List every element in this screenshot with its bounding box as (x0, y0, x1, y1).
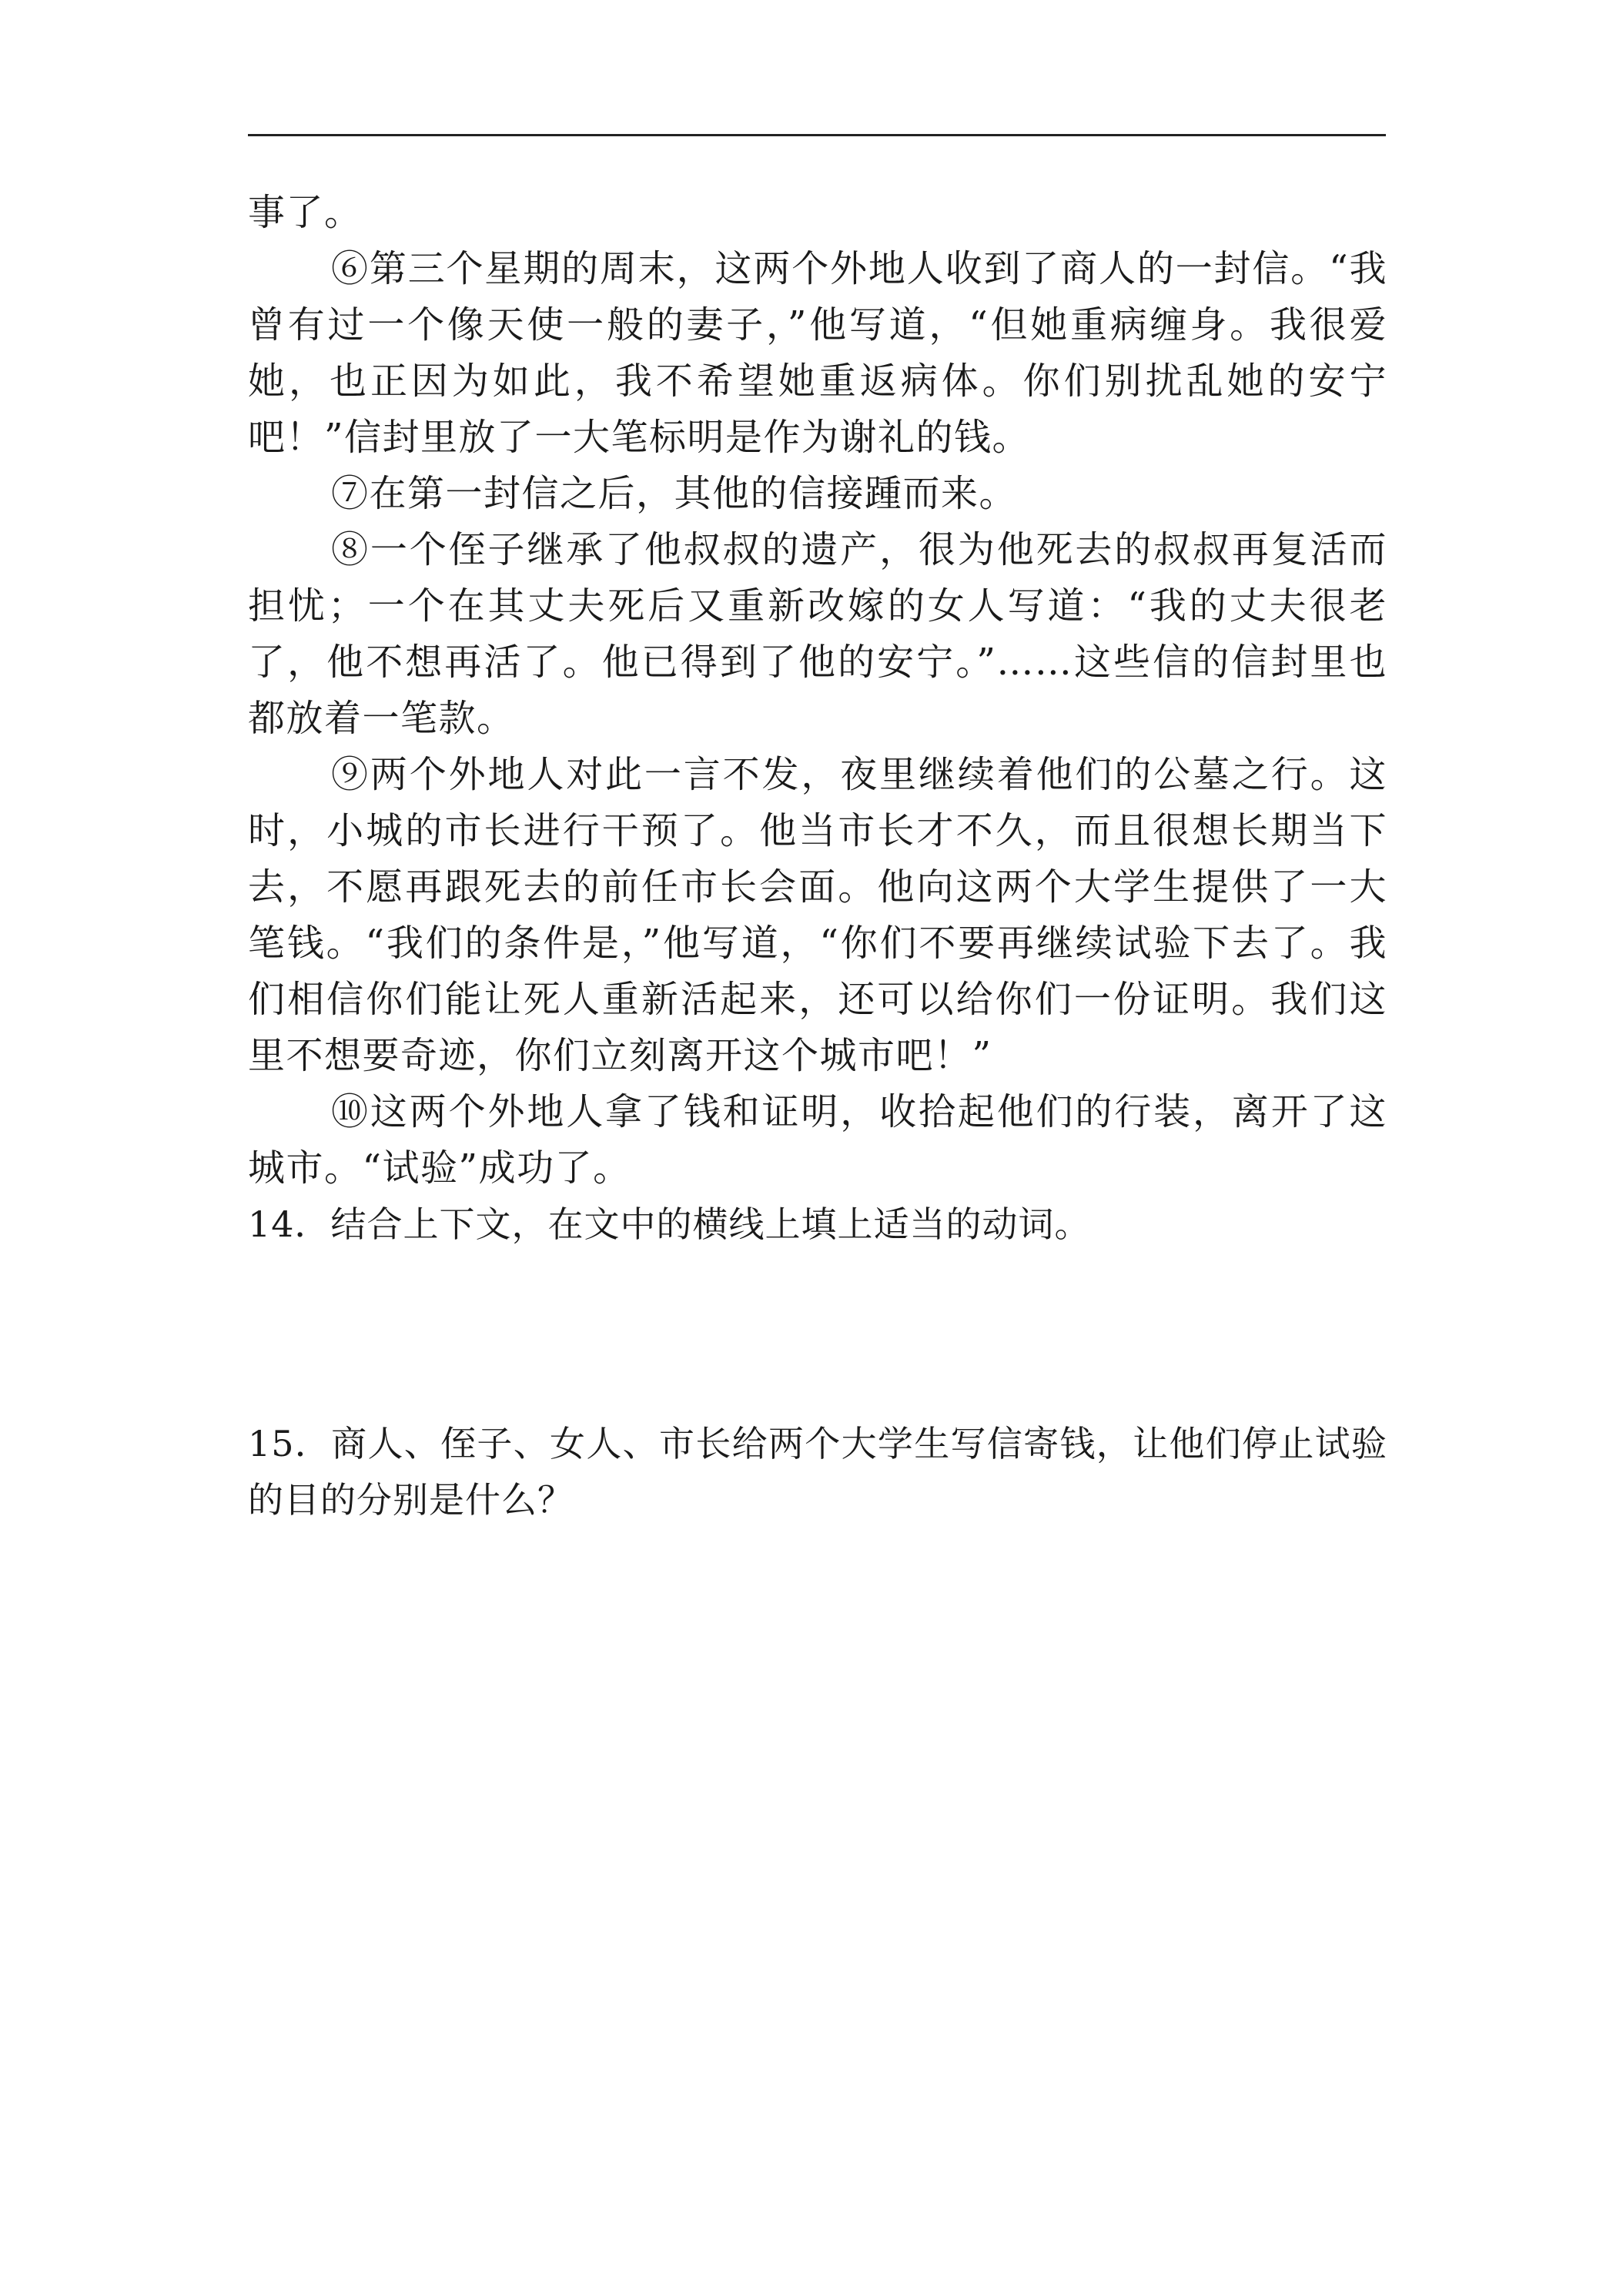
paragraph-7: ⑦在第一封信之后，其他的信接踵而来。 (331, 472, 1018, 515)
paragraph-continuation: 事了。 (248, 191, 363, 234)
paragraph-10: ⑩这两个外地人拿了钱和证明，收拾起他们的行装，离开了这城市。“试验”成功了。 (248, 1090, 1387, 1190)
paragraph-8: ⑧一个侄子继承了他叔叔的遗产，很为他死去的叔叔再复活而担忧；一个在其丈夫死后又重新改嫁的女人写道：“我的丈夫很老了，他不想再活了。他已得到了他的安宁。”……这些信的信封里也都放着一笔款。 (248, 528, 1387, 740)
question-14: 14．结合上下文，在文中的横线上填上适当的动词。 (248, 1203, 1091, 1245)
paragraph-9: ⑨两个外地人对此一言不发，夜里继续着他们的公墓之行。这时，小城的市长进行干预了。他当市长才不久，而且很想长期当下去，不愿再跟死去的前任市长会面。他向这两个大学生提供了一大笔钱。“我们的条件是，”他写道，“你们不要再继续试验下去了。我们相信你们能让死人重新活起来，还可以给你们一份证明。我们这里不想要奇迹，你们立刻离开这个城市吧！” (248, 753, 1387, 1077)
answer-space-14[interactable] (248, 1253, 1387, 1416)
header-rule (248, 134, 1386, 136)
document-body (248, 185, 1387, 1528)
question-15: 15．商人、侄子、女人、市长给两个大学生写信寄钱，让他们停止试验的目的分别是什么？ (248, 1423, 1387, 1521)
paragraph-6: ⑥第三个星期的周末，这两个外地人收到了商人的一封信。“我曾有过一个像天使一般的妻子，”他写道，“但她重病缠身。我很爱她，也正因为如此，我不希望她重返病体。你们别扰乱她的安宁吧！”信封里放了一大笔标明是作为谢礼的钱。 (248, 247, 1387, 459)
